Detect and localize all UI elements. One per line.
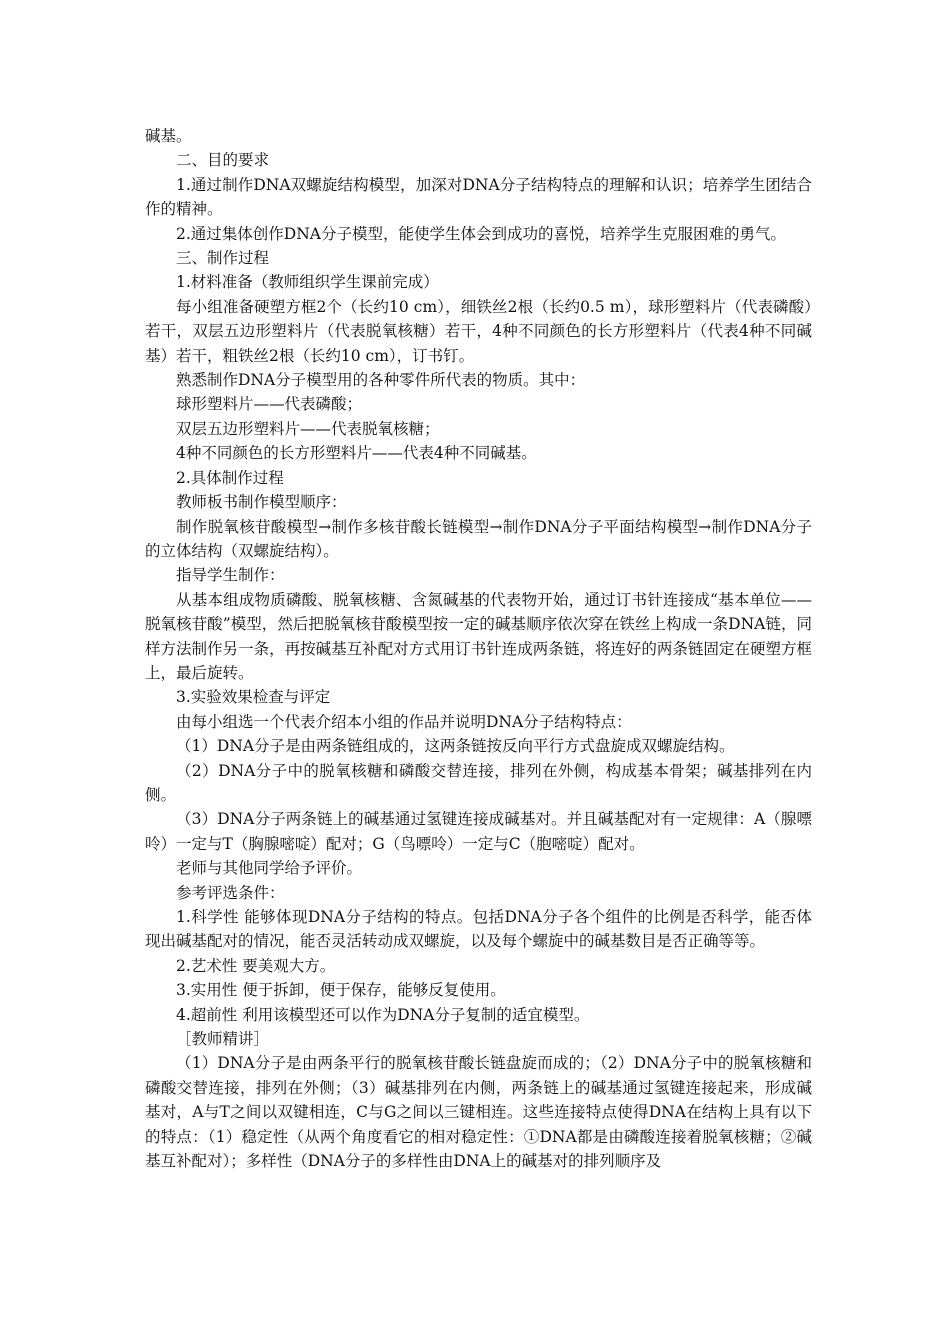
paragraph-28: （1）DNA分子是由两条平行的脱氧核苷酸长链盘旋而成的；（2）DNA分子中的脱氧核糖和磷酸交替连接，排列在外侧；（3）碱基排列在内侧，两条链上的碱基通过氢键连接起来，形成碱基对，A与T之间以双键相连，C与G之间以三键相连。这些连接特点使得DNA在结构上具有以下的特点：（1）稳定性（从两个角度看它的相对稳定性：①DNA都是由磷酸连接着脱氧核糖；②碱基互补配对）；多样性（DNA分子的多样性由DNA上的碱基对的排列顺序及 bbox=[145, 1054, 812, 1171]
paragraph-12: 教师板书制作模型顺序： bbox=[176, 493, 347, 512]
paragraph-15: 从基本组成物质磷酸、脱氧核糖、含氮碱基的代表物开始，通过订书针连接成“基本单位——脱氧核苷酸”模型，然后把脱氧核苷酸模型按一定的碱基顺序依次穿在铁丝上构成一条DNA链，同样方法制作另一条，再按碱基互补配对方式用订书针连成两条链，将连好的两条链固定在硬塑方框上，最后旋转。 bbox=[145, 590, 812, 682]
paragraph-27: ［教师精讲］ bbox=[176, 1030, 270, 1049]
paragraph-14: 指导学生制作： bbox=[176, 566, 285, 585]
paragraph-20: （3）DNA分子两条链上的碱基通过氢键连接成碱基对。并且碱基配对有一定规律：A（腺嘌呤）一定与T（胸腺嘧啶）配对；G（鸟嘌呤）一定与C（胞嘧啶）配对。 bbox=[145, 810, 812, 853]
paragraph-18: （1）DNA分子是由两条链组成的，这两条链按反向平行方式盘旋成双螺旋结构。 bbox=[176, 737, 735, 756]
paragraph-24: 2.艺术性 要美观大方。 bbox=[176, 956, 336, 975]
paragraph-8: 球形塑料片——代表磷酸； bbox=[176, 395, 363, 414]
paragraph-21: 老师与其他同学给予评价。 bbox=[176, 859, 363, 878]
paragraph-5: 1.材料准备（教师组织学生课前完成） bbox=[176, 273, 439, 292]
paragraph-17: 由每小组选一个代表介绍本小组的作品并说明DNA分子结构特点： bbox=[176, 712, 632, 731]
paragraph-23: 1.科学性 能够体现DNA分子结构的特点。包括DNA分子各个组件的比例是否科学，能否体现出碱基配对的情况，能否灵活转动成双螺旋，以及每个螺旋中的碱基数目是否正确等等。 bbox=[145, 908, 812, 951]
paragraph-11: 2.具体制作过程 bbox=[176, 468, 284, 487]
paragraph-22: 参考评选条件： bbox=[176, 883, 285, 902]
paragraph-7: 熟悉制作DNA分子模型用的各种零件所代表的物质。其中： bbox=[176, 371, 586, 390]
paragraph-13: 制作脱氧核苷酸模型→制作多核苷酸长链模型→制作DNA分子平面结构模型→制作DNA分子的立体结构（双螺旋结构）。 bbox=[145, 517, 812, 560]
paragraph-6: 每小组准备硬塑方框2个（长约10 cm），细铁丝2根（长约0.5 m），球形塑料片（代表磷酸）若干，双层五边形塑料片（代表脱氧核糖）若干，4种不同颜色的长方形塑料片（代表4种不同碱基）若干，粗铁丝2根（长约10 cm），订书钉。 bbox=[145, 297, 812, 365]
paragraph-3: 2.通过集体创作DNA分子模型，能使学生体会到成功的喜悦，培养学生克服困难的勇气。 bbox=[176, 224, 786, 243]
paragraph-1: 二、目的要求 bbox=[176, 151, 270, 170]
paragraph-26: 4.超前性 利用该模型还可以作为DNA分子复制的适宜模型。 bbox=[176, 1005, 590, 1024]
paragraph-25: 3.实用性 便于拆卸，便于保存，能够反复使用。 bbox=[176, 981, 506, 1000]
document-body bbox=[145, 124, 812, 1173]
paragraph-0: 碱基。 bbox=[145, 127, 192, 145]
paragraph-10: 4种不同颜色的长方形塑料片——代表4种不同碱基。 bbox=[176, 444, 537, 463]
paragraph-19: （2）DNA分子中的脱氧核糖和磷酸交替连接，排列在外侧，构成基本骨架；碱基排列在内侧。 bbox=[145, 761, 812, 804]
paragraph-16: 3.实验效果检查与评定 bbox=[176, 688, 331, 707]
paragraph-4: 三、制作过程 bbox=[176, 249, 270, 268]
paragraph-2: 1.通过制作DNA双螺旋结构模型，加深对DNA分子结构特点的理解和认识；培养学生团结合作的精神。 bbox=[145, 175, 812, 219]
paragraph-9: 双层五边形塑料片——代表脱氧核糖； bbox=[176, 419, 440, 438]
